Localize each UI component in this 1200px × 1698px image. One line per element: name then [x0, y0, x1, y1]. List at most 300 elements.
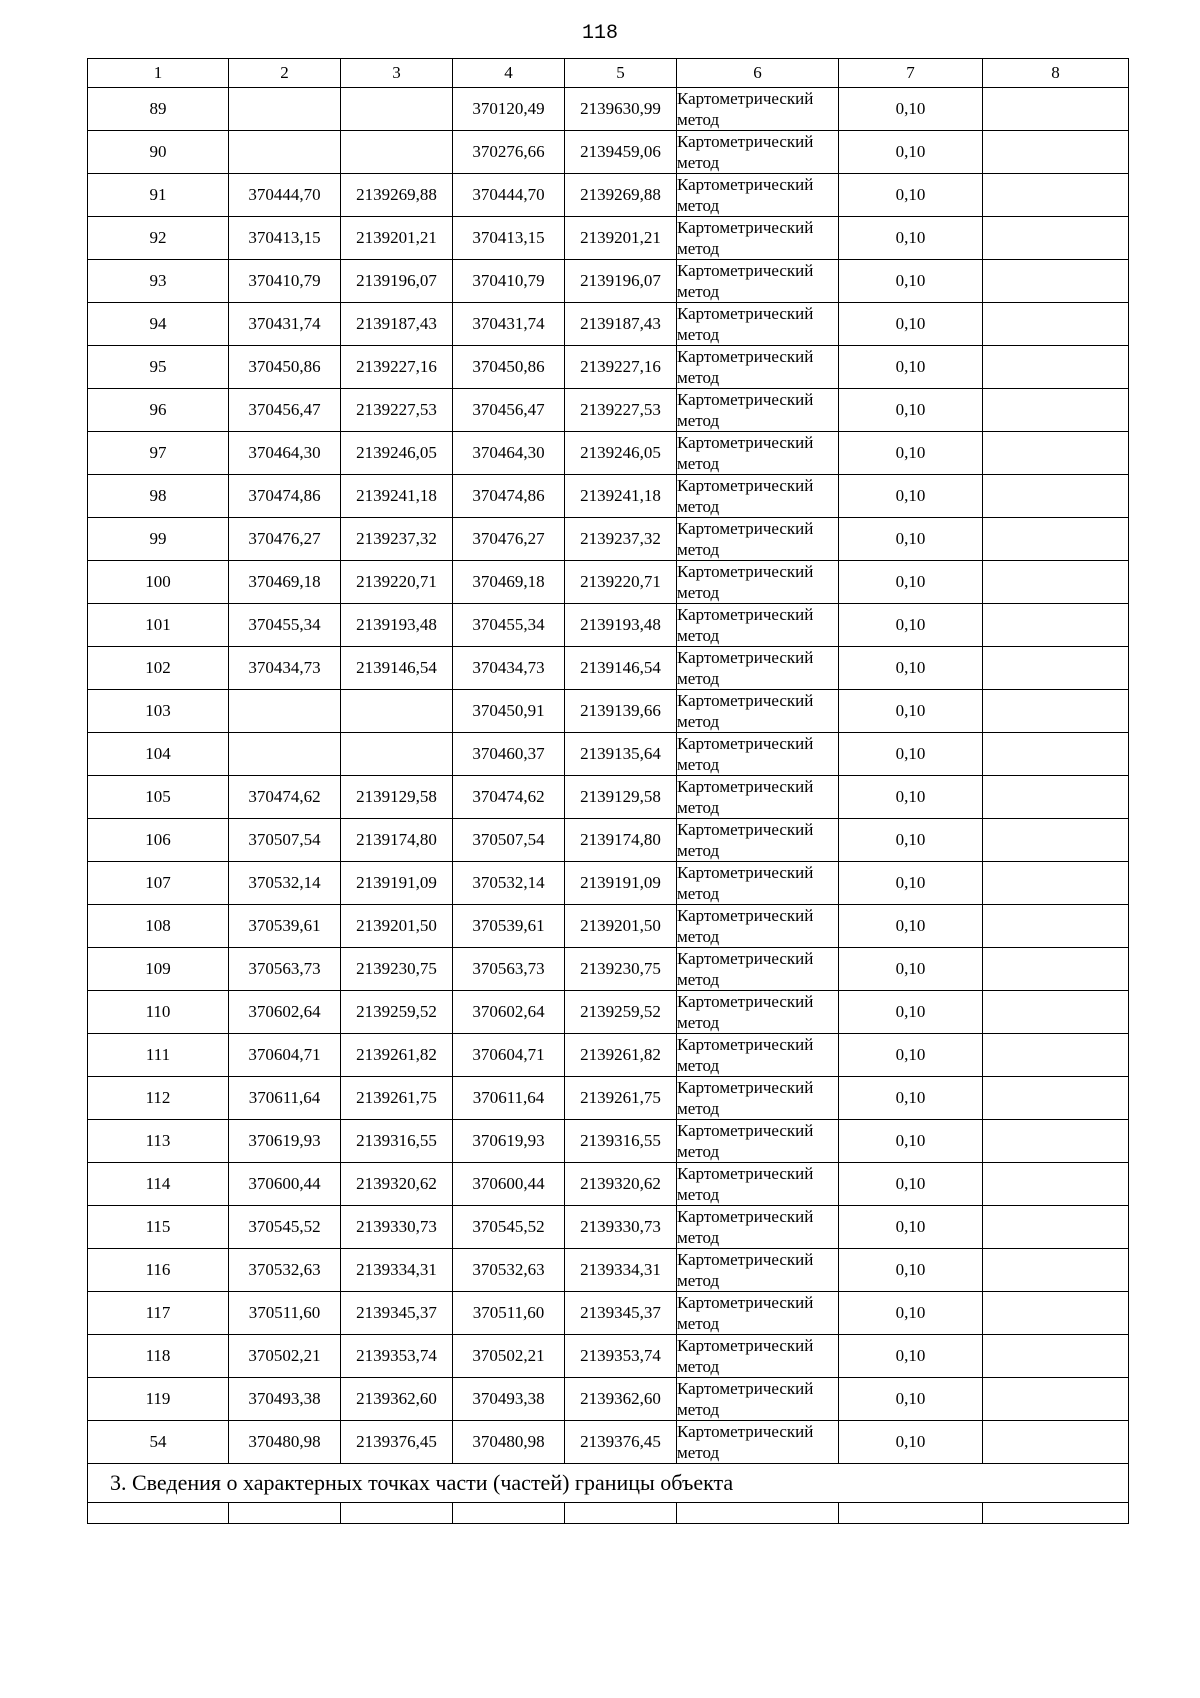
point-number: 111 — [88, 1034, 229, 1077]
method-cell — [677, 88, 839, 131]
column-header: 7 — [839, 59, 983, 88]
point-number: 106 — [88, 819, 229, 862]
method-text: метод — [677, 110, 720, 129]
table-row — [88, 1163, 1129, 1206]
x-existing: 370474,62 — [229, 776, 341, 819]
method-text: метод — [677, 368, 720, 387]
method-text: Картометрический — [677, 777, 814, 796]
method-text: Картометрический — [677, 691, 814, 710]
y-existing: 2139201,21 — [341, 217, 453, 260]
table-row — [88, 1120, 1129, 1163]
y-existing: 2139320,62 — [341, 1163, 453, 1206]
method-text: Картометрический — [677, 1250, 814, 1269]
x-refined: 370611,64 — [453, 1077, 565, 1120]
y-existing: 2139353,74 — [341, 1335, 453, 1378]
method-text: Картометрический — [677, 648, 814, 667]
note — [983, 647, 1129, 690]
method-cell — [677, 647, 839, 690]
note — [983, 991, 1129, 1034]
note — [983, 776, 1129, 819]
method-text: метод — [677, 1056, 720, 1075]
note — [983, 260, 1129, 303]
x-refined: 370456,47 — [453, 389, 565, 432]
note — [983, 1249, 1129, 1292]
point-number: 114 — [88, 1163, 229, 1206]
y-existing: 2139269,88 — [341, 174, 453, 217]
accuracy: 0,10 — [839, 389, 983, 432]
accuracy: 0,10 — [839, 1120, 983, 1163]
method-text: Картометрический — [677, 863, 814, 882]
table-body — [88, 59, 1129, 1524]
method-text: Картометрический — [677, 1422, 814, 1441]
y-refined: 2139230,75 — [565, 948, 677, 991]
point-number: 109 — [88, 948, 229, 991]
y-refined: 2139227,16 — [565, 346, 677, 389]
y-refined: 2139269,88 — [565, 174, 677, 217]
y-refined: 2139191,09 — [565, 862, 677, 905]
method-text: метод — [677, 669, 720, 688]
x-refined: 370507,54 — [453, 819, 565, 862]
accuracy: 0,10 — [839, 1421, 983, 1464]
x-refined: 370464,30 — [453, 432, 565, 475]
x-existing: 370545,52 — [229, 1206, 341, 1249]
method-text: метод — [677, 239, 720, 258]
table-row — [88, 733, 1129, 776]
table-row — [88, 561, 1129, 604]
method-cell — [677, 389, 839, 432]
y-refined: 2139201,21 — [565, 217, 677, 260]
method-cell — [677, 991, 839, 1034]
y-existing: 2139230,75 — [341, 948, 453, 991]
x-refined: 370120,49 — [453, 88, 565, 131]
x-refined: 370410,79 — [453, 260, 565, 303]
y-refined: 2139193,48 — [565, 604, 677, 647]
empty-cell — [839, 1503, 983, 1524]
x-refined: 370480,98 — [453, 1421, 565, 1464]
x-refined: 370469,18 — [453, 561, 565, 604]
x-refined: 370450,86 — [453, 346, 565, 389]
point-number: 54 — [88, 1421, 229, 1464]
y-refined: 2139320,62 — [565, 1163, 677, 1206]
accuracy: 0,10 — [839, 948, 983, 991]
method-text: метод — [677, 1357, 720, 1376]
y-refined: 2139330,73 — [565, 1206, 677, 1249]
method-text: Картометрический — [677, 347, 814, 366]
point-number: 108 — [88, 905, 229, 948]
table-row — [88, 948, 1129, 991]
method-text: метод — [677, 798, 720, 817]
y-existing: 2139201,50 — [341, 905, 453, 948]
method-cell — [677, 475, 839, 518]
method-text: метод — [677, 153, 720, 172]
y-refined: 2139353,74 — [565, 1335, 677, 1378]
y-refined: 2139196,07 — [565, 260, 677, 303]
accuracy: 0,10 — [839, 217, 983, 260]
note — [983, 1206, 1129, 1249]
y-existing: 2139330,73 — [341, 1206, 453, 1249]
method-cell — [677, 174, 839, 217]
accuracy: 0,10 — [839, 1077, 983, 1120]
note — [983, 1163, 1129, 1206]
point-number: 104 — [88, 733, 229, 776]
x-refined: 370493,38 — [453, 1378, 565, 1421]
table-header-row — [88, 59, 1129, 88]
y-existing — [341, 690, 453, 733]
method-text: Картометрический — [677, 304, 814, 323]
table-row — [88, 217, 1129, 260]
table-row — [88, 1378, 1129, 1421]
note — [983, 819, 1129, 862]
method-cell — [677, 1206, 839, 1249]
x-existing — [229, 88, 341, 131]
method-text: Картометрический — [677, 1379, 814, 1398]
table-row — [88, 346, 1129, 389]
method-text: Картометрический — [677, 476, 814, 495]
table-row — [88, 432, 1129, 475]
x-refined: 370600,44 — [453, 1163, 565, 1206]
method-text: Картометрический — [677, 734, 814, 753]
point-number: 118 — [88, 1335, 229, 1378]
table-row — [88, 905, 1129, 948]
point-number: 92 — [88, 217, 229, 260]
table-row — [88, 303, 1129, 346]
point-number: 115 — [88, 1206, 229, 1249]
method-cell — [677, 1421, 839, 1464]
y-refined: 2139630,99 — [565, 88, 677, 131]
note — [983, 690, 1129, 733]
y-existing: 2139187,43 — [341, 303, 453, 346]
y-refined: 2139334,31 — [565, 1249, 677, 1292]
method-text: метод — [677, 540, 720, 559]
x-refined: 370619,93 — [453, 1120, 565, 1163]
note — [983, 217, 1129, 260]
method-text: Картометрический — [677, 175, 814, 194]
method-cell — [677, 1292, 839, 1335]
point-number: 94 — [88, 303, 229, 346]
method-cell — [677, 518, 839, 561]
x-existing: 370539,61 — [229, 905, 341, 948]
method-text: метод — [677, 1314, 720, 1333]
x-refined: 370460,37 — [453, 733, 565, 776]
y-refined: 2139237,32 — [565, 518, 677, 561]
y-existing: 2139334,31 — [341, 1249, 453, 1292]
note — [983, 905, 1129, 948]
accuracy: 0,10 — [839, 1163, 983, 1206]
section-row — [88, 1464, 1129, 1503]
method-cell — [677, 1335, 839, 1378]
point-number: 93 — [88, 260, 229, 303]
accuracy: 0,10 — [839, 819, 983, 862]
accuracy: 0,10 — [839, 1378, 983, 1421]
y-existing — [341, 733, 453, 776]
x-existing: 370413,15 — [229, 217, 341, 260]
point-number: 116 — [88, 1249, 229, 1292]
method-cell — [677, 131, 839, 174]
method-text: Картометрический — [677, 1293, 814, 1312]
note — [983, 1378, 1129, 1421]
column-header: 1 — [88, 59, 229, 88]
method-text: метод — [677, 970, 720, 989]
y-refined: 2139261,75 — [565, 1077, 677, 1120]
y-existing: 2139237,32 — [341, 518, 453, 561]
method-cell — [677, 303, 839, 346]
method-text: Картометрический — [677, 1121, 814, 1140]
y-existing — [341, 131, 453, 174]
note — [983, 303, 1129, 346]
method-cell — [677, 1077, 839, 1120]
method-text: Картометрический — [677, 1035, 814, 1054]
accuracy: 0,10 — [839, 561, 983, 604]
method-text: метод — [677, 583, 720, 602]
method-text: метод — [677, 712, 720, 731]
x-refined: 370474,86 — [453, 475, 565, 518]
method-text: Картометрический — [677, 1078, 814, 1097]
x-existing: 370456,47 — [229, 389, 341, 432]
x-refined: 370431,74 — [453, 303, 565, 346]
y-refined: 2139135,64 — [565, 733, 677, 776]
accuracy: 0,10 — [839, 260, 983, 303]
empty-cell — [229, 1503, 341, 1524]
table-row — [88, 518, 1129, 561]
y-existing: 2139146,54 — [341, 647, 453, 690]
y-existing: 2139227,53 — [341, 389, 453, 432]
accuracy: 0,10 — [839, 690, 983, 733]
point-number: 107 — [88, 862, 229, 905]
accuracy: 0,10 — [839, 475, 983, 518]
y-existing: 2139129,58 — [341, 776, 453, 819]
x-refined: 370502,21 — [453, 1335, 565, 1378]
y-refined: 2139259,52 — [565, 991, 677, 1034]
note — [983, 1120, 1129, 1163]
y-existing: 2139246,05 — [341, 432, 453, 475]
method-cell — [677, 862, 839, 905]
y-refined: 2139459,06 — [565, 131, 677, 174]
accuracy: 0,10 — [839, 432, 983, 475]
method-text: Картометрический — [677, 433, 814, 452]
method-cell — [677, 819, 839, 862]
method-text: Картометрический — [677, 949, 814, 968]
point-number: 95 — [88, 346, 229, 389]
x-refined: 370450,91 — [453, 690, 565, 733]
x-refined: 370474,62 — [453, 776, 565, 819]
table-row — [88, 776, 1129, 819]
method-cell — [677, 432, 839, 475]
method-text: Картометрический — [677, 906, 814, 925]
y-refined: 2139174,80 — [565, 819, 677, 862]
point-number: 112 — [88, 1077, 229, 1120]
method-text: Картометрический — [677, 218, 814, 237]
x-existing — [229, 690, 341, 733]
x-existing: 370480,98 — [229, 1421, 341, 1464]
y-refined: 2139345,37 — [565, 1292, 677, 1335]
method-text: Картометрический — [677, 1164, 814, 1183]
x-refined: 370563,73 — [453, 948, 565, 991]
method-text: Картометрический — [677, 1207, 814, 1226]
note — [983, 862, 1129, 905]
x-existing: 370455,34 — [229, 604, 341, 647]
x-existing — [229, 733, 341, 776]
point-number: 100 — [88, 561, 229, 604]
accuracy: 0,10 — [839, 905, 983, 948]
x-refined: 370545,52 — [453, 1206, 565, 1249]
method-text: метод — [677, 1099, 720, 1118]
note — [983, 389, 1129, 432]
column-header: 4 — [453, 59, 565, 88]
accuracy: 0,10 — [839, 604, 983, 647]
method-text: Картометрический — [677, 390, 814, 409]
accuracy: 0,10 — [839, 518, 983, 561]
method-text: Картометрический — [677, 992, 814, 1011]
table-row — [88, 174, 1129, 217]
y-refined: 2139376,45 — [565, 1421, 677, 1464]
y-refined: 2139220,71 — [565, 561, 677, 604]
y-existing: 2139174,80 — [341, 819, 453, 862]
x-refined: 370602,64 — [453, 991, 565, 1034]
table-row — [88, 819, 1129, 862]
note — [983, 518, 1129, 561]
method-text: Картометрический — [677, 519, 814, 538]
y-existing: 2139345,37 — [341, 1292, 453, 1335]
empty-cell — [88, 1503, 229, 1524]
method-text: метод — [677, 497, 720, 516]
table-row — [88, 1034, 1129, 1077]
method-text: метод — [677, 196, 720, 215]
empty-row — [88, 1503, 1129, 1524]
note — [983, 1034, 1129, 1077]
x-existing: 370469,18 — [229, 561, 341, 604]
table-row — [88, 389, 1129, 432]
note — [983, 1077, 1129, 1120]
table-row — [88, 1249, 1129, 1292]
y-existing: 2139241,18 — [341, 475, 453, 518]
method-cell — [677, 1034, 839, 1077]
note — [983, 1292, 1129, 1335]
y-existing: 2139259,52 — [341, 991, 453, 1034]
y-refined: 2139241,18 — [565, 475, 677, 518]
x-refined: 370532,63 — [453, 1249, 565, 1292]
method-text: Картометрический — [677, 820, 814, 839]
accuracy: 0,10 — [839, 1034, 983, 1077]
x-refined: 370476,27 — [453, 518, 565, 561]
method-text: метод — [677, 1142, 720, 1161]
x-existing: 370507,54 — [229, 819, 341, 862]
point-number: 96 — [88, 389, 229, 432]
note — [983, 88, 1129, 131]
table-row — [88, 604, 1129, 647]
accuracy: 0,10 — [839, 1335, 983, 1378]
note — [983, 475, 1129, 518]
page-number: 118 — [581, 22, 618, 45]
point-number: 98 — [88, 475, 229, 518]
column-header: 5 — [565, 59, 677, 88]
y-refined: 2139246,05 — [565, 432, 677, 475]
x-existing: 370532,14 — [229, 862, 341, 905]
method-text: метод — [677, 927, 720, 946]
y-refined: 2139227,53 — [565, 389, 677, 432]
y-existing: 2139316,55 — [341, 1120, 453, 1163]
table-row — [88, 991, 1129, 1034]
y-existing: 2139193,48 — [341, 604, 453, 647]
method-cell — [677, 1163, 839, 1206]
x-existing: 370450,86 — [229, 346, 341, 389]
point-number: 113 — [88, 1120, 229, 1163]
x-refined: 370276,66 — [453, 131, 565, 174]
table-row — [88, 1077, 1129, 1120]
empty-cell — [453, 1503, 565, 1524]
table-row — [88, 690, 1129, 733]
column-header: 3 — [341, 59, 453, 88]
point-number: 91 — [88, 174, 229, 217]
section-title: 3. Сведения о характерных точках части (частей) границы объекта — [88, 1464, 1129, 1503]
x-existing: 370493,38 — [229, 1378, 341, 1421]
method-cell — [677, 1249, 839, 1292]
point-number: 102 — [88, 647, 229, 690]
accuracy: 0,10 — [839, 346, 983, 389]
method-text: метод — [677, 1185, 720, 1204]
x-existing: 370410,79 — [229, 260, 341, 303]
empty-cell — [341, 1503, 453, 1524]
point-number: 90 — [88, 131, 229, 174]
method-text: метод — [677, 1228, 720, 1247]
y-existing: 2139362,60 — [341, 1378, 453, 1421]
x-existing: 370563,73 — [229, 948, 341, 991]
table-row — [88, 260, 1129, 303]
column-header: 8 — [983, 59, 1129, 88]
point-number: 103 — [88, 690, 229, 733]
x-existing: 370464,30 — [229, 432, 341, 475]
accuracy: 0,10 — [839, 733, 983, 776]
table-row — [88, 131, 1129, 174]
y-existing — [341, 88, 453, 131]
note — [983, 432, 1129, 475]
y-refined: 2139201,50 — [565, 905, 677, 948]
y-existing: 2139261,82 — [341, 1034, 453, 1077]
x-refined: 370455,34 — [453, 604, 565, 647]
x-existing: 370611,64 — [229, 1077, 341, 1120]
coordinates-table — [87, 58, 1129, 1524]
y-existing: 2139196,07 — [341, 260, 453, 303]
x-existing: 370604,71 — [229, 1034, 341, 1077]
x-existing: 370602,64 — [229, 991, 341, 1034]
point-number: 89 — [88, 88, 229, 131]
method-text: метод — [677, 626, 720, 645]
method-text: Картометрический — [677, 261, 814, 280]
accuracy: 0,10 — [839, 862, 983, 905]
method-cell — [677, 733, 839, 776]
method-text: метод — [677, 282, 720, 301]
empty-cell — [677, 1503, 839, 1524]
column-header: 2 — [229, 59, 341, 88]
note — [983, 174, 1129, 217]
accuracy: 0,10 — [839, 647, 983, 690]
table-row — [88, 1292, 1129, 1335]
y-refined: 2139187,43 — [565, 303, 677, 346]
x-refined: 370413,15 — [453, 217, 565, 260]
method-cell — [677, 905, 839, 948]
x-refined: 370532,14 — [453, 862, 565, 905]
empty-cell — [983, 1503, 1129, 1524]
point-number: 110 — [88, 991, 229, 1034]
method-text: метод — [677, 454, 720, 473]
method-text: Картометрический — [677, 132, 814, 151]
x-existing: 370474,86 — [229, 475, 341, 518]
y-existing: 2139376,45 — [341, 1421, 453, 1464]
x-existing: 370502,21 — [229, 1335, 341, 1378]
x-existing: 370619,93 — [229, 1120, 341, 1163]
accuracy: 0,10 — [839, 1249, 983, 1292]
accuracy: 0,10 — [839, 776, 983, 819]
accuracy: 0,10 — [839, 174, 983, 217]
